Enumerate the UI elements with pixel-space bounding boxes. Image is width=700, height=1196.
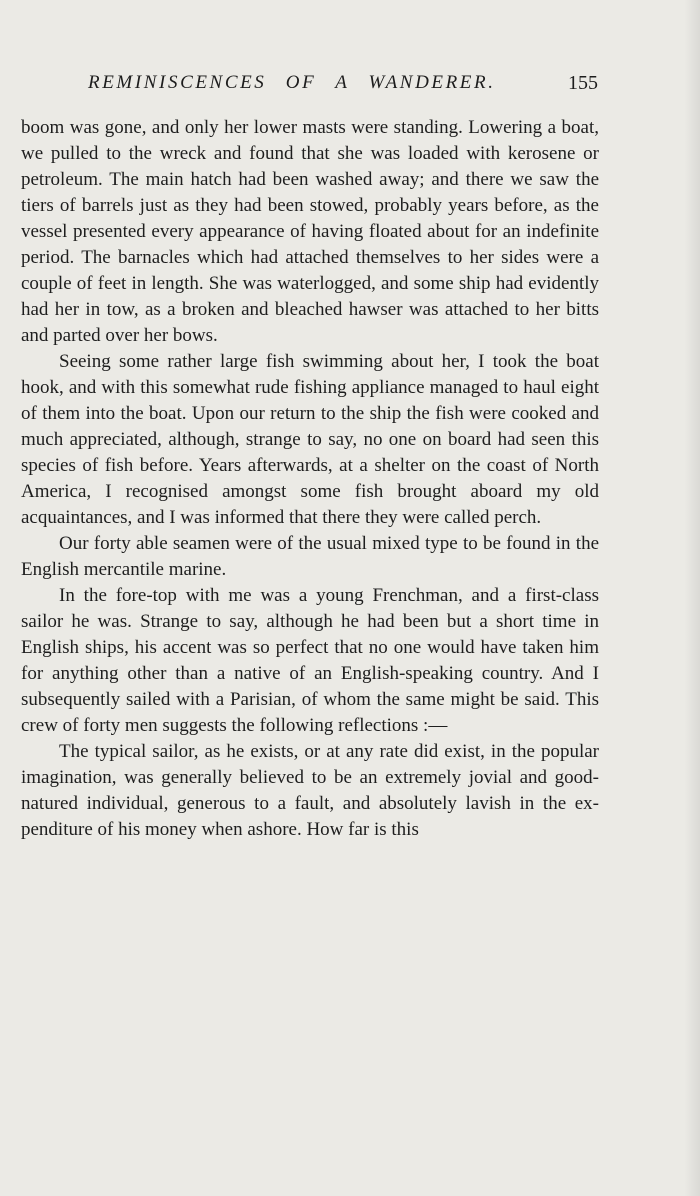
page-edge-shadow <box>684 0 700 1196</box>
body-text <box>21 115 599 843</box>
running-header <box>88 72 600 102</box>
paragraph: Our forty able seamen were of the usual mixed type to be found in the English mercantile marine. <box>21 533 599 580</box>
page-number: 155 <box>568 72 598 94</box>
paragraph: The typical sailor, as he exists, or at any rate did exist, in the popular imagination, was generally believed to be an extremely jovial and good-natured individual, generous to a fault, and absolutely lavish in the expenditure of his money when ashore. How far is this <box>21 741 599 840</box>
paragraph: boom was gone, and only her lower masts were standing. Lowering a boat, we pulled to the wreck and found that she was loaded with kerosene or petroleum. The main hatch had been washed away; and there we saw the tiers of barrels just as they had been stowed, probably years before, as the vessel presented every appearance of having floated about for an indefinite period. The barnacles which had attached themselves to her sides were a couple of feet in length. She was waterlogged, and some ship had evidently had her in tow, as a broken and bleached hawser was attached to her bitts and parted over her bows. <box>21 117 599 346</box>
running-title: REMINISCENCES OF A WANDERER. <box>88 72 496 93</box>
paragraph: Seeing some rather large fish swimming about her, I took the boat hook, and with this somewhat rude fishing appliance managed to haul eight of them into the boat. Upon our return to the ship the fish were cooked and much appreciated, although, strange to say, no one on board had seen this species of fish before. Years afterwards, at a shelter on the coast of North America, I recognised amongst some fish brought aboard my old acquaintances, and I was informed that there they were called perch. <box>21 351 599 528</box>
paragraph: In the fore-top with me was a young Frenchman, and a first-class sailor he was. Strange to say, although he had been but a short time in English ships, his accent was so perfect that no one would have taken him for anything other than a native of an English-speaking country. And I subsequently sailed with a Parisian, of whom the same might be said. This crew of forty men suggests the following reflections :— <box>21 585 599 736</box>
